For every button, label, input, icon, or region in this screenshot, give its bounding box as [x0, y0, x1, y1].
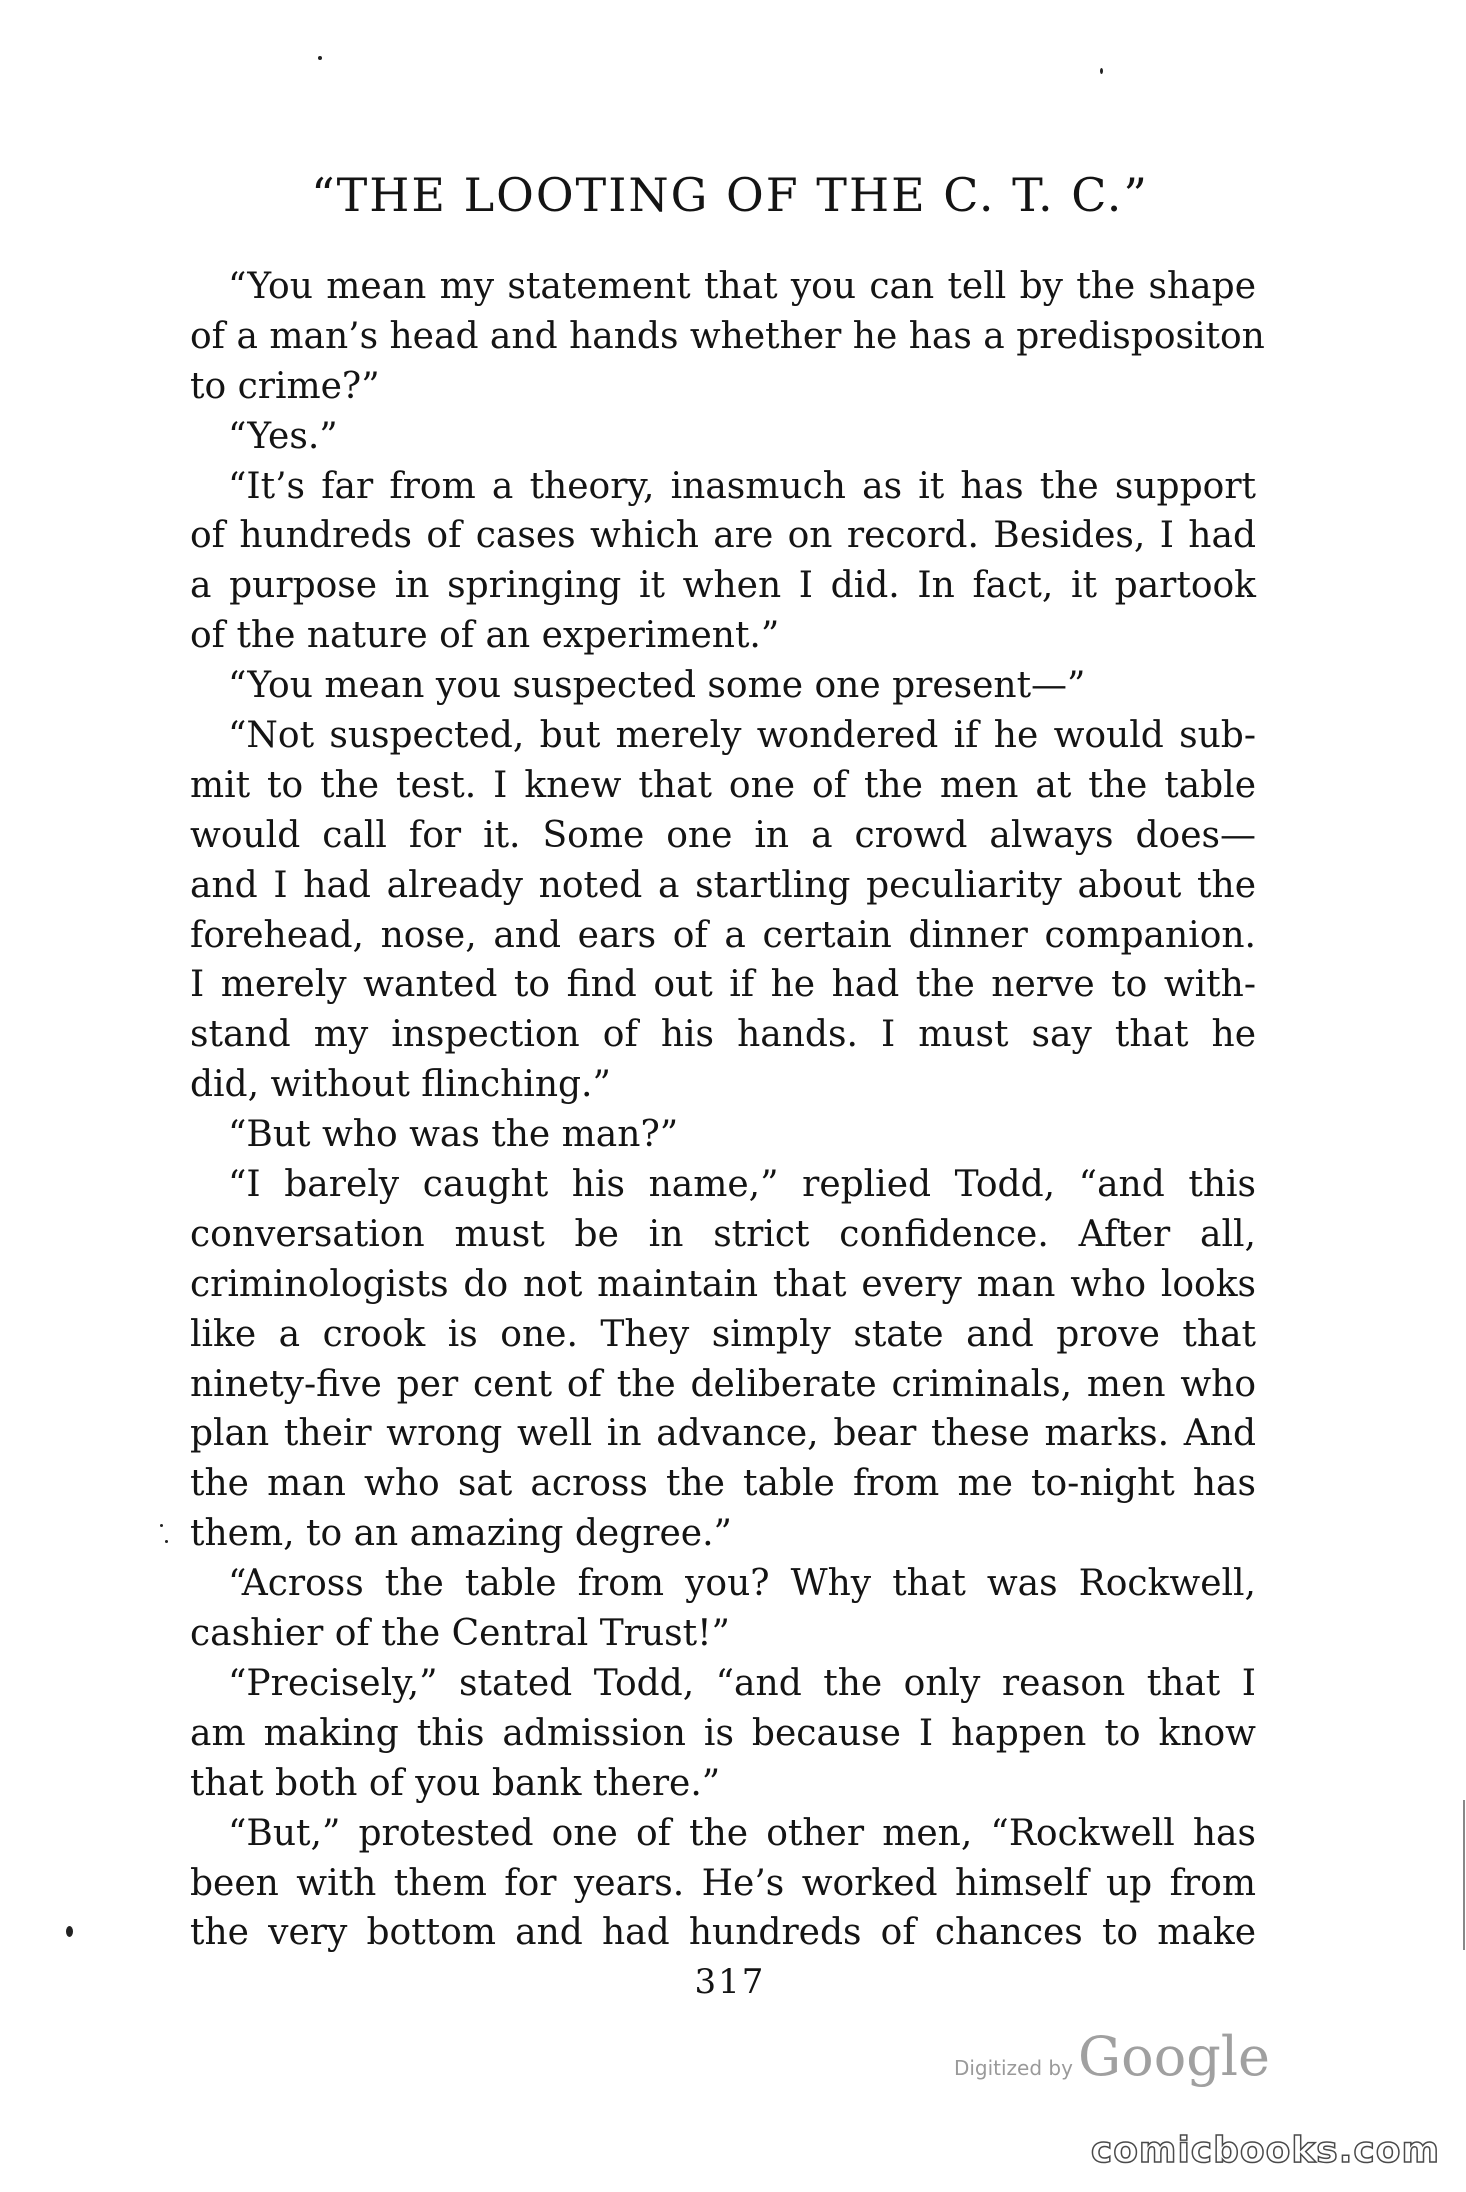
- running-head: “THE LOOTING OF THE C. T. C.”: [311, 168, 1149, 222]
- digitized-prefix: Digitized by: [953, 2056, 1073, 2080]
- text-line: “You mean you suspected some one present—”: [228, 665, 1086, 707]
- watermark: comicbooks.com: [1090, 2130, 1440, 2171]
- text-line: “Not suspected, but merely wondered if he would sub-: [228, 715, 1256, 757]
- text-line: “It’s far from a theory, inasmuch as it has the support: [228, 465, 1256, 507]
- text-line: “Yes.”: [228, 415, 338, 457]
- text-line: plan their wrong well in advance, bear these marks. And: [190, 1413, 1256, 1455]
- text-line: conversation must be in strict confidence. After all,: [190, 1213, 1256, 1255]
- scan-speck: [165, 1540, 168, 1543]
- text-line: “But,” protested one of the other men, “Rockwell has: [228, 1812, 1256, 1854]
- scan-speck: [318, 56, 322, 60]
- text-line: cashier of the Central Trust!”: [190, 1613, 730, 1655]
- text-line: and I had already noted a startling peculiarity about the: [190, 864, 1256, 906]
- text-line: ninety-five per cent of the deliberate criminals, men who: [190, 1363, 1256, 1405]
- page-number: 317: [694, 1962, 766, 2002]
- text-line: forehead, nose, and ears of a certain dinner companion.: [190, 914, 1256, 956]
- text-line: like a crook is one. They simply state and prove that: [190, 1313, 1256, 1355]
- text-line: the very bottom and had hundreds of chances to make: [190, 1912, 1256, 1954]
- text-line: criminologists do not maintain that every man who looks: [190, 1263, 1256, 1305]
- text-line: am making this admission is because I happen to know: [190, 1712, 1256, 1754]
- scan-speck: [1100, 68, 1103, 74]
- body-text: [190, 262, 1265, 1958]
- text-line: mit to the test. I knew that one of the men at the table: [190, 764, 1256, 806]
- google-logo: Google: [1078, 2025, 1270, 2088]
- scan-speck: [160, 1524, 163, 1527]
- text-line: the man who sat across the table from me to-night has: [190, 1463, 1256, 1505]
- text-line: of hundreds of cases which are on record. Besides, I had: [190, 515, 1256, 557]
- text-line: stand my inspection of his hands. I must say that he: [190, 1014, 1256, 1056]
- text-line: of the nature of an experiment.”: [190, 615, 780, 657]
- scan-speck: [66, 1926, 73, 1937]
- scan-speck: [1463, 1800, 1465, 1950]
- text-line: “Precisely,” stated Todd, “and the only reason that I: [228, 1662, 1256, 1704]
- text-line: did, without flinching.”: [190, 1064, 611, 1106]
- text-line: of a man’s head and hands whether he has a predispositon: [190, 315, 1265, 357]
- text-line: been with them for years. He’s worked himself up from: [190, 1862, 1256, 1904]
- text-line: I merely wanted to find out if he had the nerve to with-: [190, 964, 1256, 1006]
- text-line: “You mean my statement that you can tell by the shape: [228, 266, 1256, 307]
- text-line: “Across the table from you? Why that was Rockwell,: [228, 1563, 1256, 1605]
- text-line: would call for it. Some one in a crowd always does—: [190, 814, 1256, 856]
- text-line: them, to an amazing degree.”: [190, 1513, 732, 1555]
- text-line: “But who was the man?”: [228, 1114, 679, 1156]
- text-line: a purpose in springing it when I did. In fact, it partook: [190, 565, 1256, 607]
- digitized-by-google-notice: [950, 2025, 1270, 2088]
- text-line: to crime?”: [190, 365, 380, 407]
- text-line: that both of you bank there.”: [190, 1762, 721, 1804]
- text-line: “I barely caught his name,” replied Todd, “and this: [228, 1164, 1256, 1206]
